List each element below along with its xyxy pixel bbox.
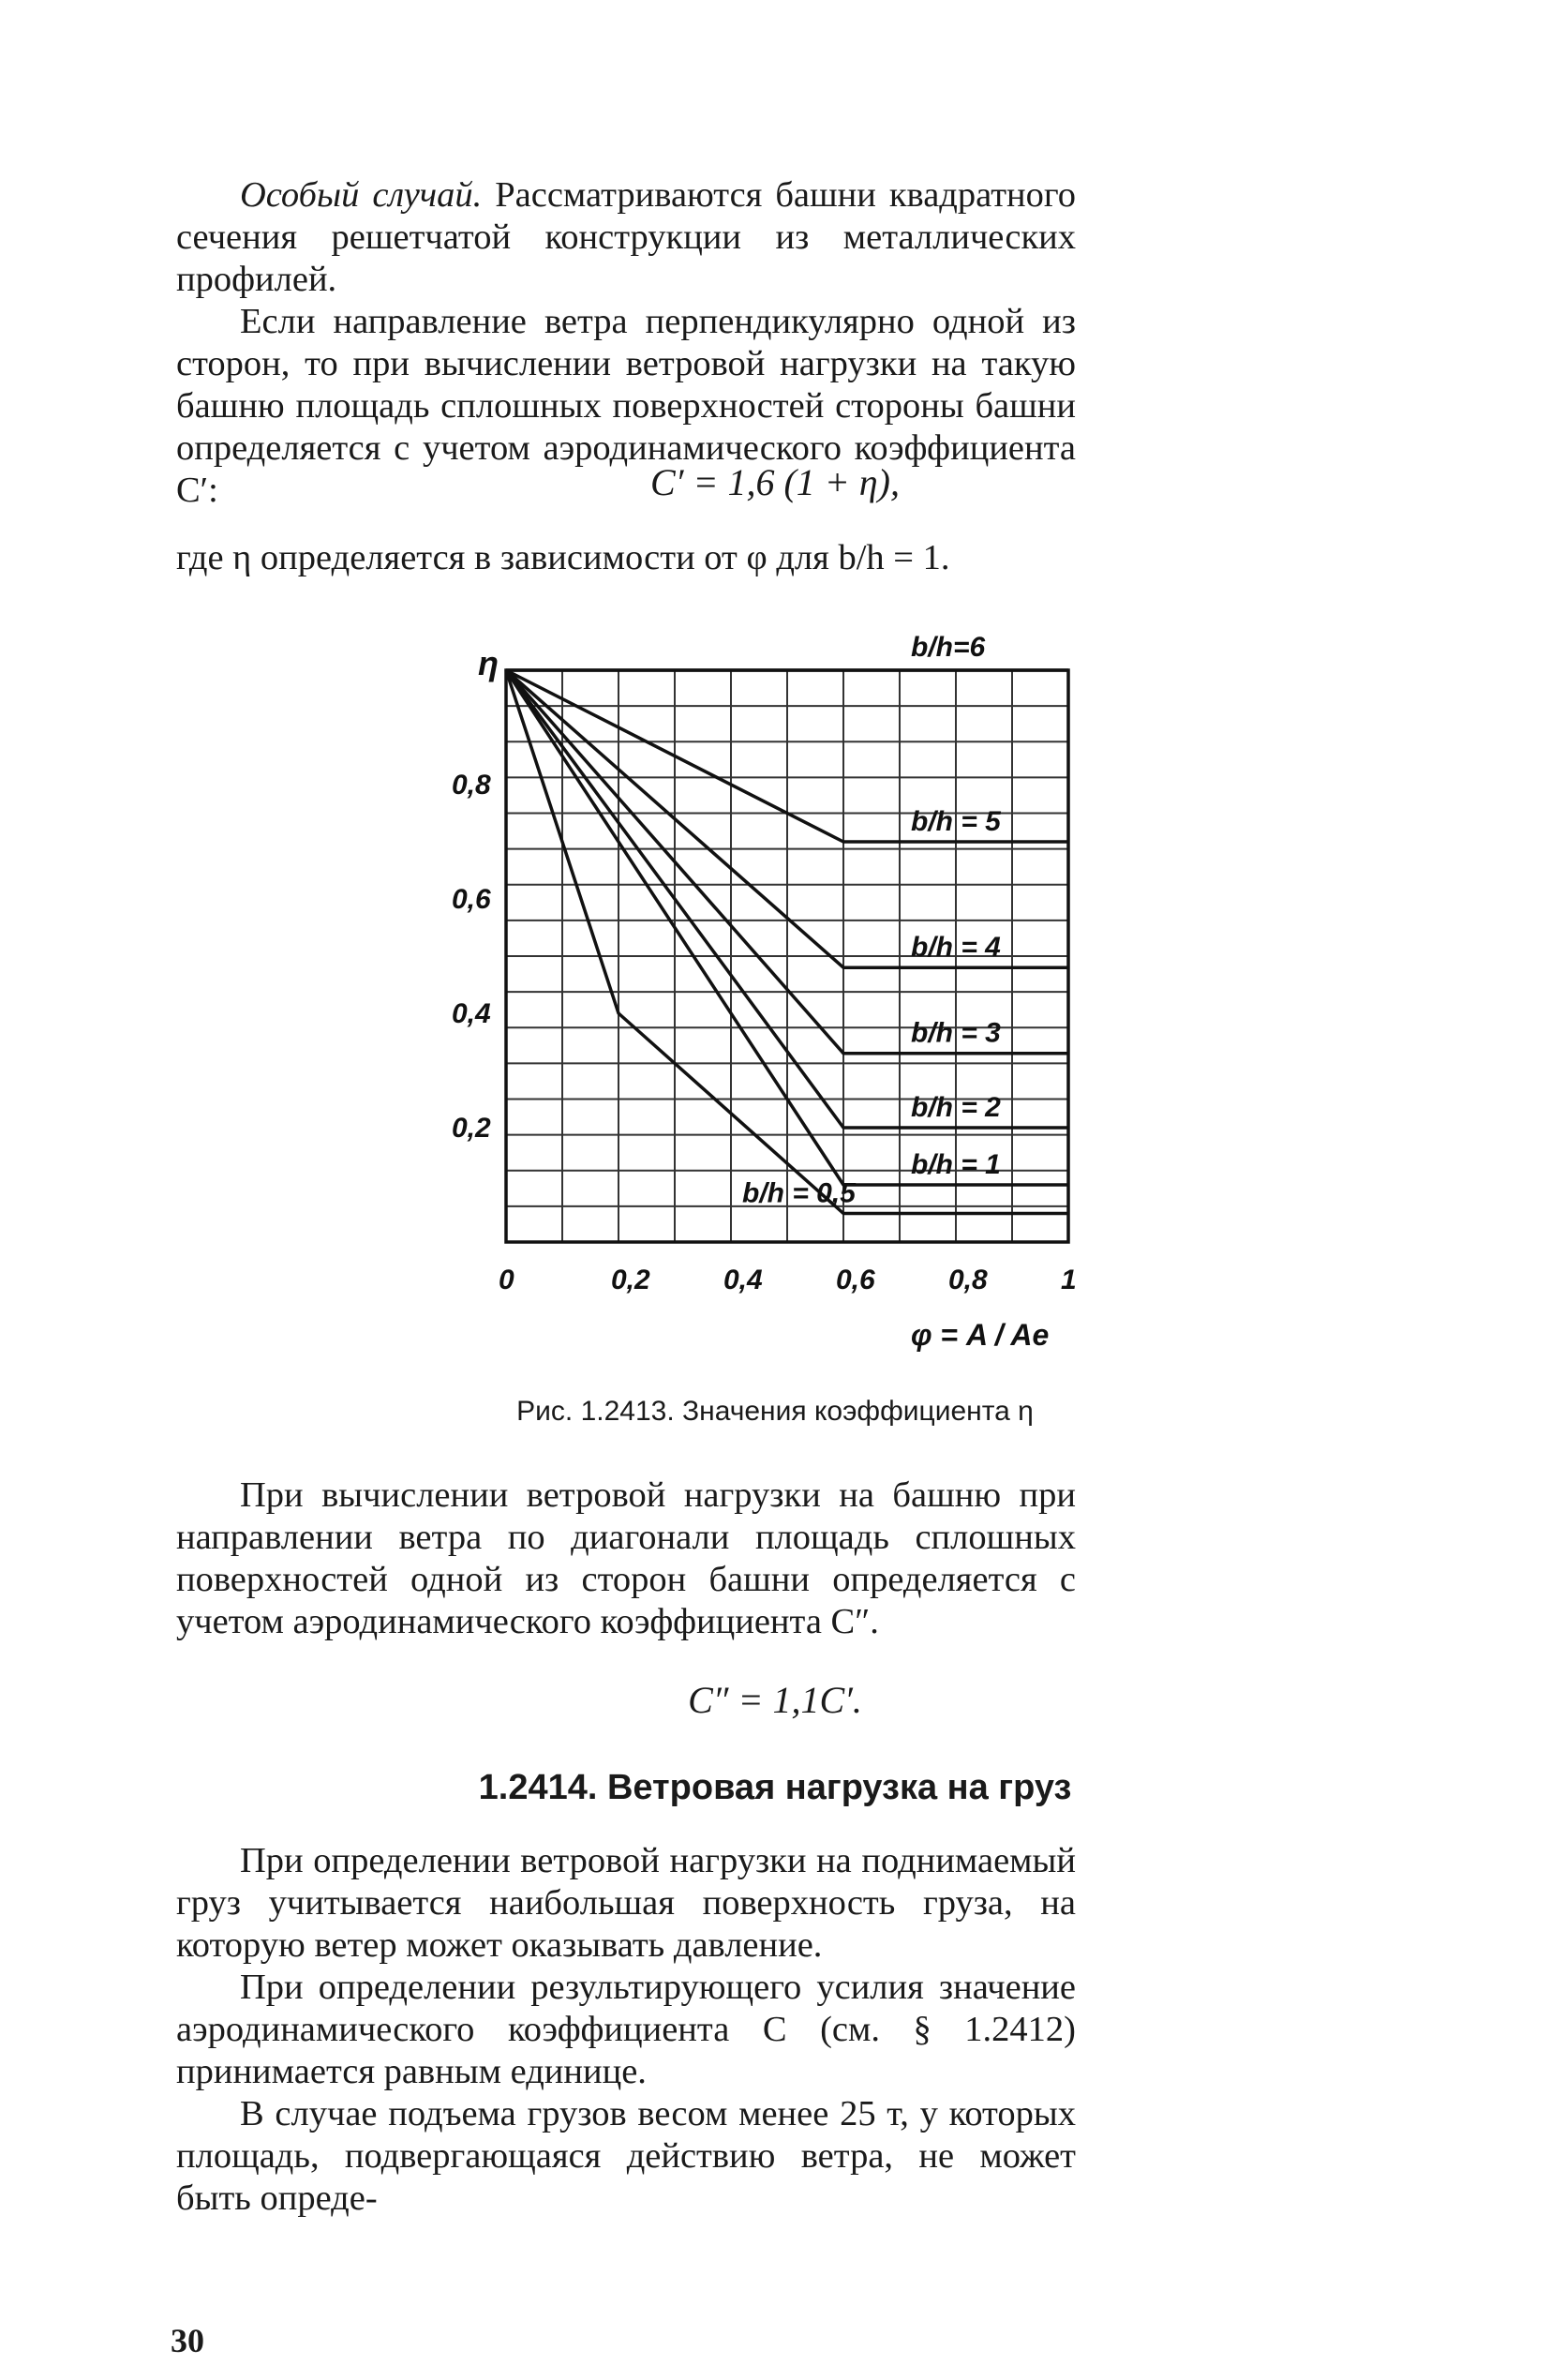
y-tick-label: 0,8 <box>452 770 491 801</box>
where-text <box>176 537 1076 579</box>
para-diagonal-text <box>176 1474 1076 1643</box>
x-tick-label: 0,8 <box>948 1265 988 1295</box>
x-tick-label: 0,2 <box>611 1265 650 1295</box>
x-tick-label: 0,4 <box>723 1265 763 1295</box>
paragraph-diagonal-wind: При вычислении ветровой нагрузки на башню при направлении ветра по диагонали площадь сплошных поверхностей одной из сторон башни определяется с учетом аэродинамического коэффициента C″. <box>176 1475 1076 1641</box>
formula-c-prime: C′ = 1,6 (1 + η), <box>650 461 900 503</box>
y-tick-label: 0,4 <box>452 998 491 1029</box>
x-tick-label: 1 <box>1061 1265 1077 1295</box>
series-label: b/h = 5 <box>911 805 1001 837</box>
paragraph-load-surface: При определении ветровой нагрузки на поднимаемый груз учитывается наибольшая поверхность груза, на которую ветер может оказывать давление. <box>176 1841 1076 1965</box>
paragraph-aero-coefficient: При определении результирующего усилия значение аэродинамического коэффициента C (см. § 1.2412) принимается равным единице. <box>176 1968 1076 2091</box>
y-tick-label: 0,2 <box>452 1113 491 1144</box>
series-label: b/h = 1 <box>911 1148 1001 1180</box>
special-case-text: Рассматриваются башни квадратного сечения решетчатой конструкции из металлических профилей. <box>176 175 1076 299</box>
x-axis-label: φ = A / Ae <box>911 1318 1050 1352</box>
x-tick-label: 0 <box>499 1265 514 1295</box>
series-label: b/h=6 <box>911 631 986 663</box>
special-case-lead: Особый случай. <box>240 175 483 215</box>
paragraph-light-loads: В случае подъема грузов весом менее 25 т, у которых площадь, подвергающаяся действию ветра, не может быть опреде- <box>176 2094 1076 2218</box>
eta-chart <box>440 619 1115 1369</box>
paragraph-wind-perpendicular: Если направление ветра перпендикулярно одной из сторон, то при вычислении ветровой нагрузки на такую башню площадь сплошных поверхностей стороны башни определяется с учетом аэродинамического коэффициента C′: <box>176 302 1076 510</box>
paragraph-special-case <box>176 174 1076 301</box>
bottom-text <box>176 1840 1076 2220</box>
series-label: b/h = 0,5 <box>742 1177 856 1209</box>
series-label: b/h = 3 <box>911 1017 1001 1049</box>
series-label: b/h = 2 <box>911 1091 1001 1123</box>
y-axis-label: η <box>478 644 499 682</box>
figure-caption: Рис. 1.2413. Значения коэффициента η <box>516 1396 1034 1427</box>
formula-c-double-prime: C″ = 1,1C′. <box>688 1679 862 1721</box>
page-number: 30 <box>171 2322 204 2359</box>
where-line: где η определяется в зависимости от φ для b/h = 1. <box>176 538 950 577</box>
x-tick-label: 0,6 <box>836 1265 875 1295</box>
y-tick-label: 0,6 <box>452 884 491 915</box>
series-label: b/h = 4 <box>911 932 1001 963</box>
section-heading: 1.2414. Ветровая нагрузка на груз <box>478 1768 1072 1807</box>
